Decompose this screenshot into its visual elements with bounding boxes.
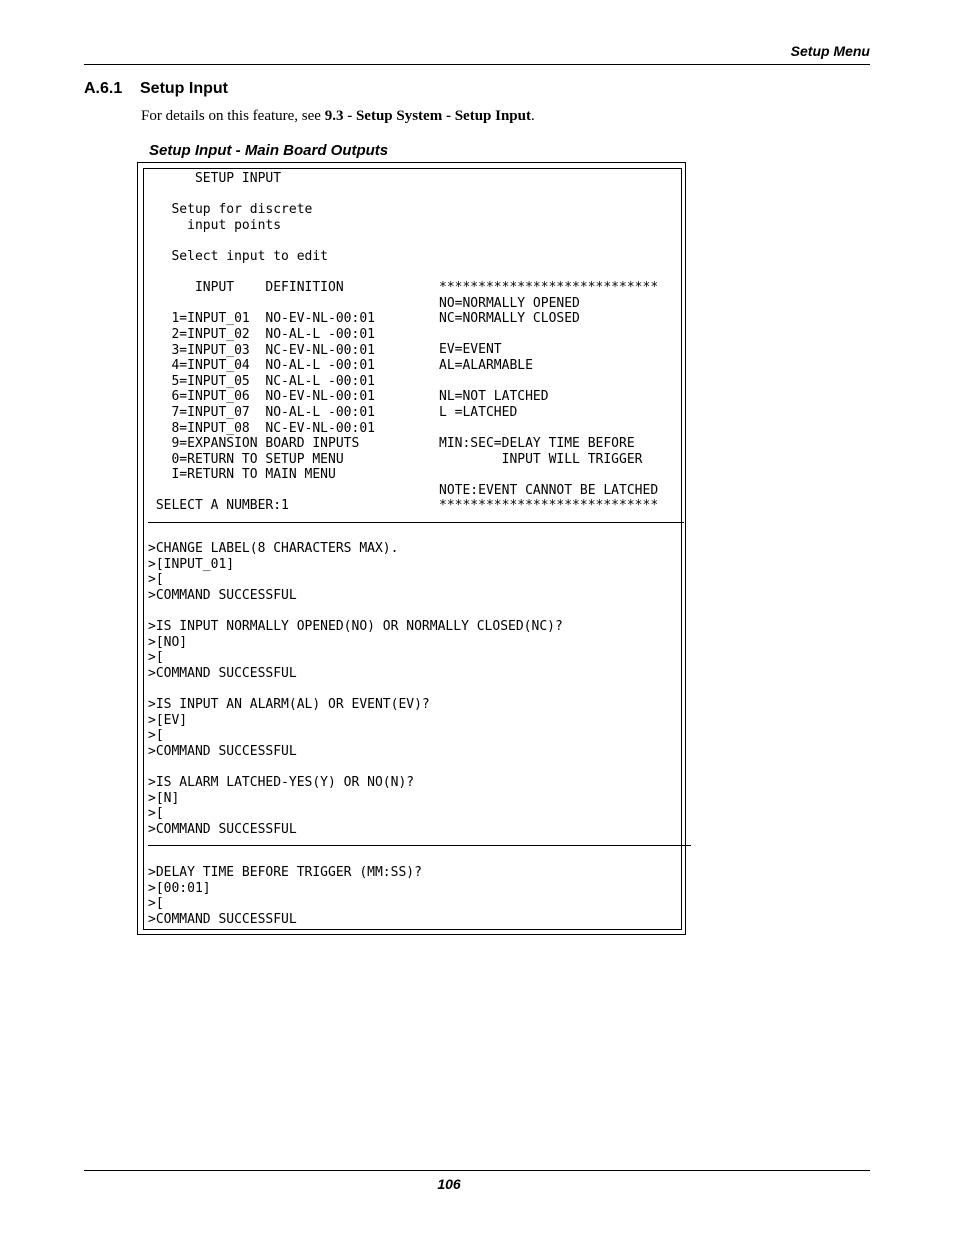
intro-suffix: . xyxy=(531,108,535,124)
setup-input-menu-text: SETUP INPUT Setup for discrete input points Select input to edit INPUT DEFINITION 1=INPUT_01 NO-EV-NL-00:01 2=INPUT_02 NO-AL-L -00:01 3=INPUT_03 NC-EV-NL-00:01 4=INPUT_04 NO-AL-L -00:01 5=INPUT_05 NC-AL-L -00:01 6=INPUT_06 NO-EV-NL-00:01 7=INPUT_07 NO-AL-L -00:01 8=INPUT_08 NC-EV-NL-00:01 9=EXPANSION BOARD INPUTS 0=RETURN TO SETUP MENU I=RETURN TO MAIN MENU SELECT A NUMBER:1 xyxy=(155,171,375,514)
separator-line-1 xyxy=(148,522,684,523)
footer-rule xyxy=(84,1170,870,1171)
section-heading xyxy=(84,80,228,98)
header-rule xyxy=(84,64,870,65)
command-log-text-2: >DELAY TIME BEFORE TRIGGER (MM:SS)? >[00:01] >[ >COMMAND SUCCESSFUL xyxy=(148,865,422,927)
figure-caption: Setup Input - Main Board Outputs xyxy=(149,142,389,159)
section-number: A.6.1 xyxy=(84,80,123,97)
definition-legend-text: **************************** NO=NORMALLY OPENED NC=NORMALLY CLOSED EV=EVENT AL=ALARMABLE NL=NOT LATCHED L =LATCHED MIN:SEC=DELAY TIME BEFORE INPUT WILL TRIGGER NOTE:EVENT CANNOT BE LATCHED **************************** xyxy=(439,280,659,514)
intro-prefix: For details on this feature, see xyxy=(141,108,325,124)
page-number: 106 xyxy=(437,1176,461,1192)
intro-reference: 9.3 - Setup System - Setup Input xyxy=(324,108,531,124)
separator-line-2 xyxy=(148,845,691,846)
section-title: Setup Input xyxy=(140,80,228,97)
intro-paragraph xyxy=(141,108,535,125)
command-log-text-1: >CHANGE LABEL(8 CHARACTERS MAX). >[INPUT_01] >[ >COMMAND SUCCESSFUL >IS INPUT NORMALLY OPENED(NO) OR NORMALLY CLOSED(NC)? >[NO] >[ >COMMAND SUCCESSFUL >IS INPUT AN ALARM(AL) OR EVENT(EV)? >[EV] >[ >COMMAND SUCCESSFUL >IS ALARM LATCHED-YES(Y) OR NO(N)? >[N] >[ >COMMAND SUCCESSFUL xyxy=(148,541,563,837)
running-header: Setup Menu xyxy=(790,43,870,59)
